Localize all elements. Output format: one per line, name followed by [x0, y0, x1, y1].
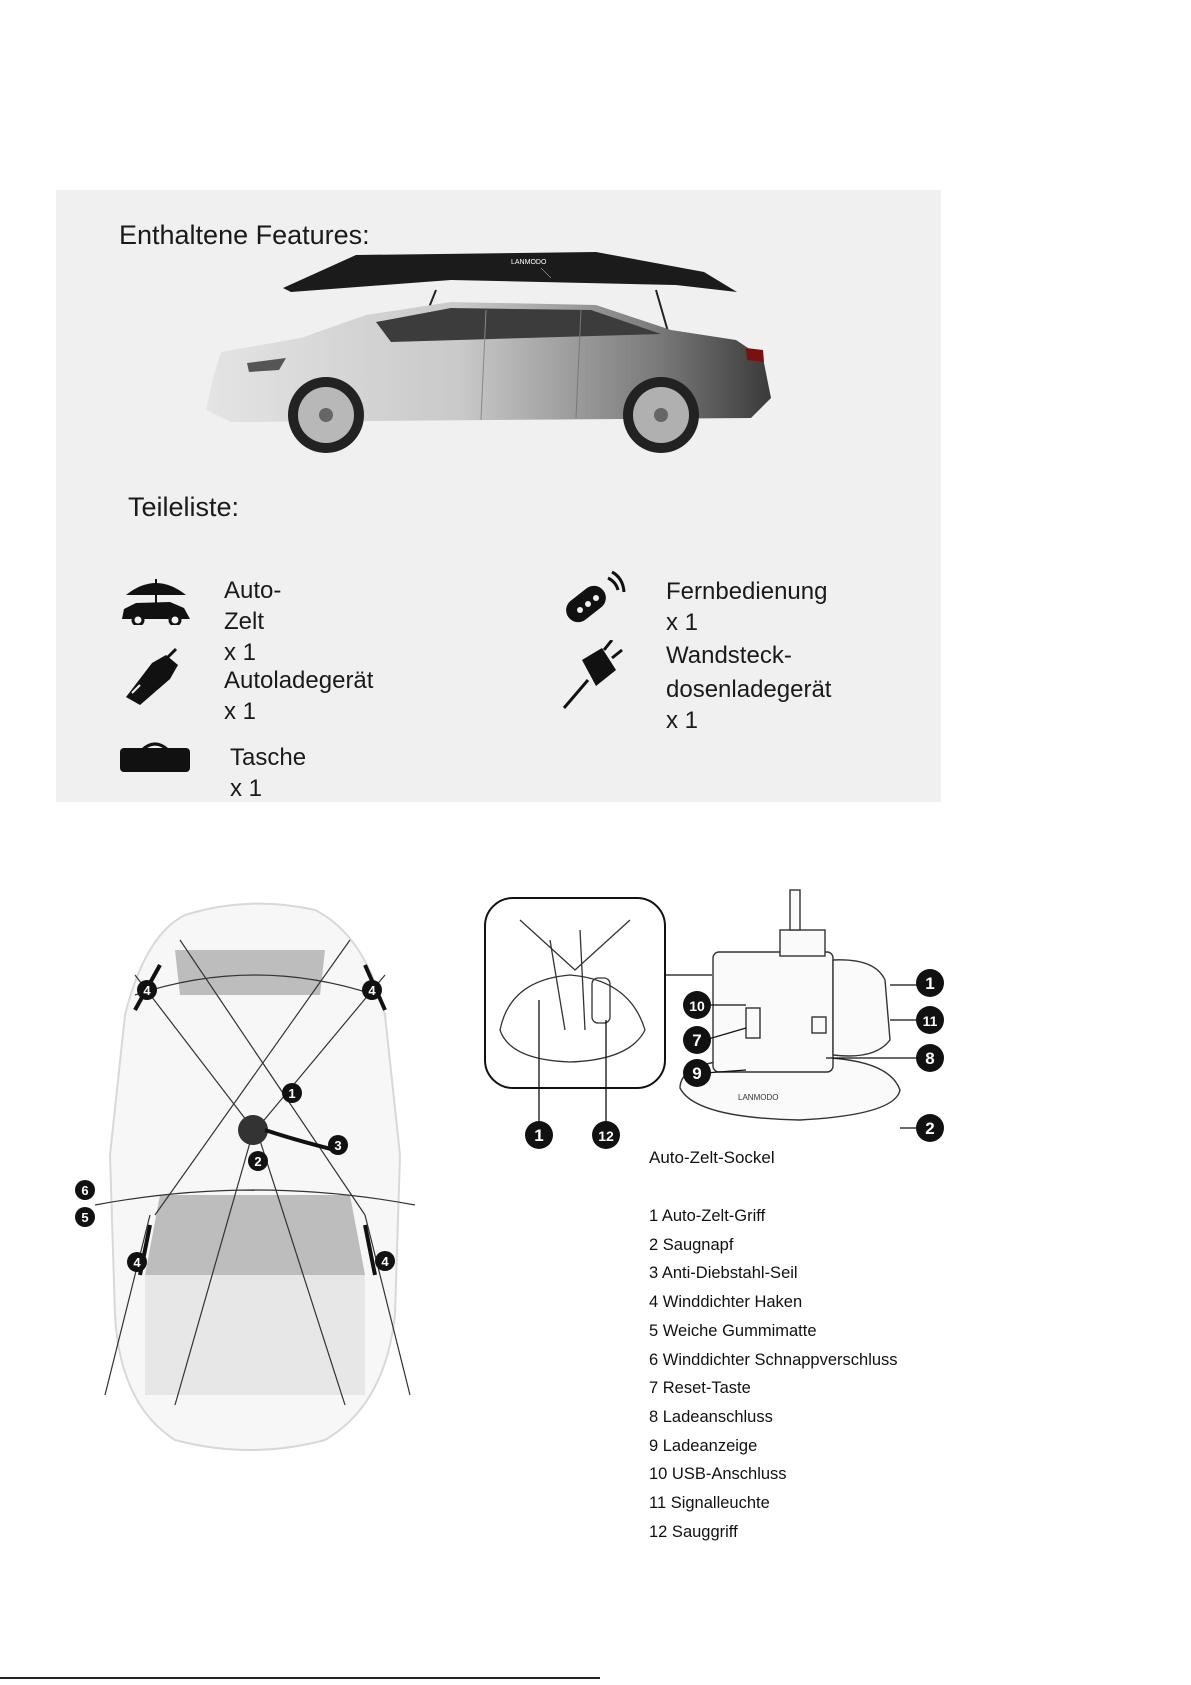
part-label-remote-control: Fernbedienung x 1: [666, 578, 828, 636]
callout-10: 10: [689, 998, 705, 1014]
legend-item: 4 Winddichter Haken: [649, 1293, 803, 1312]
legend-item: 6 Winddichter Schnappverschluss: [649, 1350, 898, 1369]
page-bottom-rule: [0, 1677, 600, 1679]
legend-item: 11 Signalleuchte: [649, 1494, 770, 1513]
callout-2-top-view: 2: [254, 1154, 262, 1169]
legend-item: 2 Saugnapf: [649, 1235, 734, 1254]
parts-list-title: Teileliste:: [128, 492, 240, 522]
callout-7: 7: [692, 1031, 702, 1050]
socket-brand-text: LANMODO: [738, 1093, 779, 1102]
features-title: Enthaltene Features:: [119, 220, 370, 250]
callout-4-bottom-right: 4: [381, 1254, 389, 1269]
part-label-wall-charger-line1: Wandsteck-: [666, 642, 792, 669]
callout-4-bottom-left: 4: [133, 1255, 141, 1270]
part-label-car-tent: Auto-Zelt x 1: [224, 577, 282, 666]
car-umbrella-icon: [118, 575, 194, 625]
part-label-wall-charger-line2: dosenladegerät x 1: [666, 676, 832, 734]
callout-1-top-view: 1: [288, 1086, 296, 1101]
legend-item: 5 Weiche Gummimatte: [649, 1321, 817, 1340]
legend-item: 12 Sauggriff: [649, 1522, 738, 1541]
canopy-brand-text: LANMODO: [511, 259, 547, 266]
callout-5-top-view: 5: [81, 1210, 89, 1225]
socket-caption: Auto-Zelt-Sockel: [649, 1148, 775, 1167]
wall-plug-icon: [558, 640, 628, 712]
tent-socket-diagram: [480, 880, 950, 1150]
parts-legend: [649, 1202, 898, 1546]
legend-item: 7 Reset-Taste: [649, 1379, 751, 1398]
callout-3-top-view: 3: [334, 1138, 342, 1153]
legend-item: 3 Anti-Diebstahl-Seil: [649, 1264, 798, 1283]
callout-2-socket: 2: [925, 1119, 935, 1138]
legend-item: 8 Ladeanschluss: [649, 1407, 773, 1426]
legend-item: 10 USB-Anschluss: [649, 1465, 787, 1484]
callout-4-top-right: 4: [368, 983, 376, 998]
callout-1-socket: 1: [925, 974, 935, 993]
callout-11: 11: [922, 1013, 938, 1029]
callout-1-inset: 1: [534, 1126, 544, 1145]
legend-item: 1 Auto-Zelt-Griff: [649, 1207, 766, 1225]
callout-6-top-view: 6: [81, 1183, 89, 1198]
car-top-view-diagram: [65, 895, 455, 1455]
callout-9: 9: [692, 1064, 702, 1083]
part-label-car-charger: Autoladegerät x 1: [224, 667, 374, 725]
part-label-bag: Tasche x 1: [230, 744, 307, 802]
legend-item: 9 Ladeanzeige: [649, 1436, 758, 1455]
callout-8: 8: [925, 1049, 935, 1068]
car-charger-icon: [118, 645, 188, 707]
car-with-canopy-photo: [151, 250, 851, 465]
remote-control-icon: [558, 570, 628, 632]
features-panel: [56, 190, 941, 802]
bag-icon: [118, 740, 192, 774]
callout-12-inset: 12: [598, 1128, 614, 1144]
callout-4-top-left: 4: [143, 983, 151, 998]
